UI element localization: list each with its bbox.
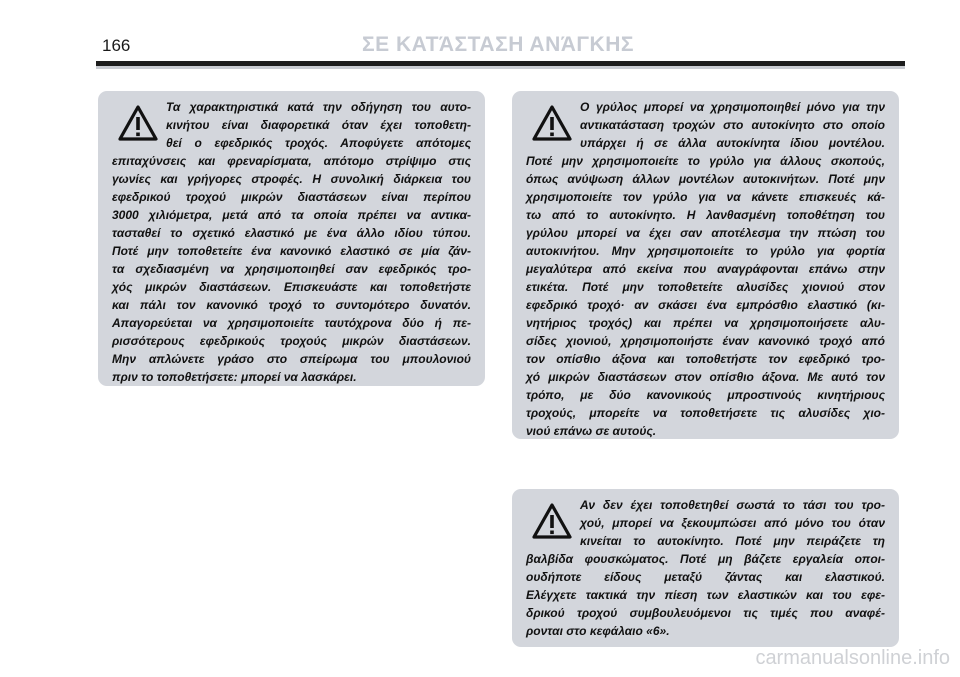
warning-text-line: θεί ο εφεδρικός τροχός. Αποφύγετε απότομες [166, 136, 471, 150]
page-number: 166 [102, 36, 131, 55]
warning-text-line: εφεδρικού τροχού μικρών διαστάσεων είναι περίπου [112, 190, 471, 204]
warning-text-line: βαλβίδα φουσκώματος. Ποτέ μη βάζετε εργαλεία οποι- [526, 552, 885, 566]
warning-text-line: Ποτέ μην τοποθετείτε ένα κανονικό ελαστικό σε μία ζάν- [112, 244, 471, 258]
warning-text-line: χού, μπορεί να ξεκουμπώσει από μόνο του όταν [580, 516, 885, 530]
warning-text-line: τον οπίσθιο άξονα και τοποθετήστε τον εφεδρικό τρο- [526, 352, 885, 366]
warning-text-line: πριν το τοποθετήσετε: μπορεί να λασκάρει. [112, 370, 357, 384]
warning-text-line: τω από το αυτοκίνητο. Η λανθασμένη τοποθέτηση του [526, 208, 885, 222]
warning-box-spare-wheel [98, 91, 485, 386]
warning-text-line: ουδήποτε είδους μεταξύ ζάντας και ελαστικού. [526, 570, 885, 584]
warning-text [526, 98, 885, 440]
warning-text-line: αυτοκινήτου. Μην χρησιμοποιείτε το γρύλο για φορτία [526, 244, 885, 258]
warning-text-line: γωνίες και γρήγορες στροφές. Η συνολική διάρκεια του [112, 172, 471, 186]
warning-text-line: σίδες χιονιού, χρησιμοποιήστε έναν κανονικό τροχό από [526, 334, 885, 348]
warning-text-line: Ο γρύλος μπορεί να χρησιμοποιηθεί μόνο για την [580, 100, 885, 114]
warning-text-line: 3000 χιλιόμετρα, μετά από τα οποία πρέπει να αντικα- [112, 208, 471, 222]
warning-text-line: υπάρχει ή σε άλλα αυτοκίνητα ίδιου μοντέλου. [580, 136, 885, 150]
warning-text-line: Μην απλώνετε γράσο στο σπείρωμα του μπουλονιού [112, 352, 471, 366]
warning-text [526, 496, 885, 640]
warning-text-line: κινείται το αυτοκίνητο. Ποτέ μην πειράζετε τη [580, 534, 885, 548]
warning-text-line: κινήτου είναι διαφορετικά όταν έχει τοποθετη- [166, 118, 471, 132]
warning-text-line: ετικέτα. Ποτέ μην τοποθετείτε αλυσίδες χιονιού στον [526, 280, 885, 294]
warning-text-line: Απαγορεύεται να χρησιμοποιείτε ταυτόχρονα δύο ή πε- [112, 316, 471, 330]
warning-text-line: όπως ανύψωση άλλων μοντέλων αυτοκινήτων. Ποτέ μην [526, 172, 885, 186]
warning-text-line: Ελέγχετε τακτικά την πίεση των ελαστικών και του εφε- [526, 588, 885, 602]
warning-text-line: εφεδρικό τροχό· αν σκάσει ένα εμπρόσθιο ελαστικό (κι- [526, 298, 885, 312]
header-rule-shadow [96, 66, 905, 69]
warning-text-line: Ποτέ μην χρησιμοποιείτε το γρύλο για άλλους σκοπούς, [526, 154, 885, 168]
warning-text-line: τα σχεδιασμένη να χρησιμοποιηθεί σαν εφεδρικός τρο- [112, 262, 471, 276]
warning-text-line: νητήριος τροχός) και πρέπει να χρησιμοποιήσετε αλυ- [526, 316, 885, 330]
warning-text-line: χό μικρών διαστάσεων στον οπίσθιο άξονα. Με αυτό τον [526, 370, 885, 384]
warning-text-line: μεγαλύτερα από εκείνα που αναγράφονται επάνω στην [526, 262, 885, 276]
warning-text-line: δρικού τροχού συμβουλευόμενοι τις τιμές που αναφέ- [526, 606, 885, 620]
warning-text [112, 98, 471, 386]
warning-text-line: γρύλου μπορεί να έχει σαν αποτέλεσμα την πτώση του [526, 226, 885, 240]
warning-text-line: και πάλι τον κανονικό τροχό το συντομότερο δυνατόν. [112, 298, 471, 312]
warning-text-line: τρόπο, με δύο κανονικούς μπροστινούς κινητήριους [526, 388, 885, 402]
warning-box-hubcap [512, 489, 899, 647]
warning-text-line: Αν δεν έχει τοποθετηθεί σωστά το τάσι του τρο- [580, 498, 885, 512]
warning-text-line: ρισσότερους εφεδρικούς τροχούς μικρών διαστάσεων. [112, 334, 471, 348]
warning-text-line: αντικατάσταση τροχών στο αυτοκίνητο στο οποίο [580, 118, 885, 132]
warning-text-line: ρονται στο κεφάλαιο «6». [526, 624, 670, 638]
warning-text-line: τροχούς, μπορείτε να τοποθετήσετε τις αλυσίδες χιο- [526, 406, 885, 420]
warning-text-line: Τα χαρακτηριστικά κατά την οδήγηση του αυτο- [166, 100, 471, 114]
warning-text-line: χός μικρών διαστάσεων. Επισκευάστε και τοποθετήστε [112, 280, 471, 294]
section-title: ΣΕ ΚΑΤΆΣΤΑΣΗ ΑΝΆΓΚΗΣ [362, 33, 634, 56]
warning-text-line: χρησιμοποιείτε τον γρύλο για να κάνετε επισκευές κά- [526, 190, 885, 204]
warning-text-line: τασταθεί το σχετικό ελαστικό με ένα άλλο ιδίου τύπου. [112, 226, 471, 240]
warning-box-jack [512, 91, 899, 439]
warning-text-line: επιταχύνσεις και φρεναρίσματα, απότομο στρίψιμο στις [112, 154, 471, 168]
warning-text-line: νιού επάνω σε αυτούς. [526, 424, 657, 438]
watermark: carmanualsonline.info [755, 647, 950, 669]
